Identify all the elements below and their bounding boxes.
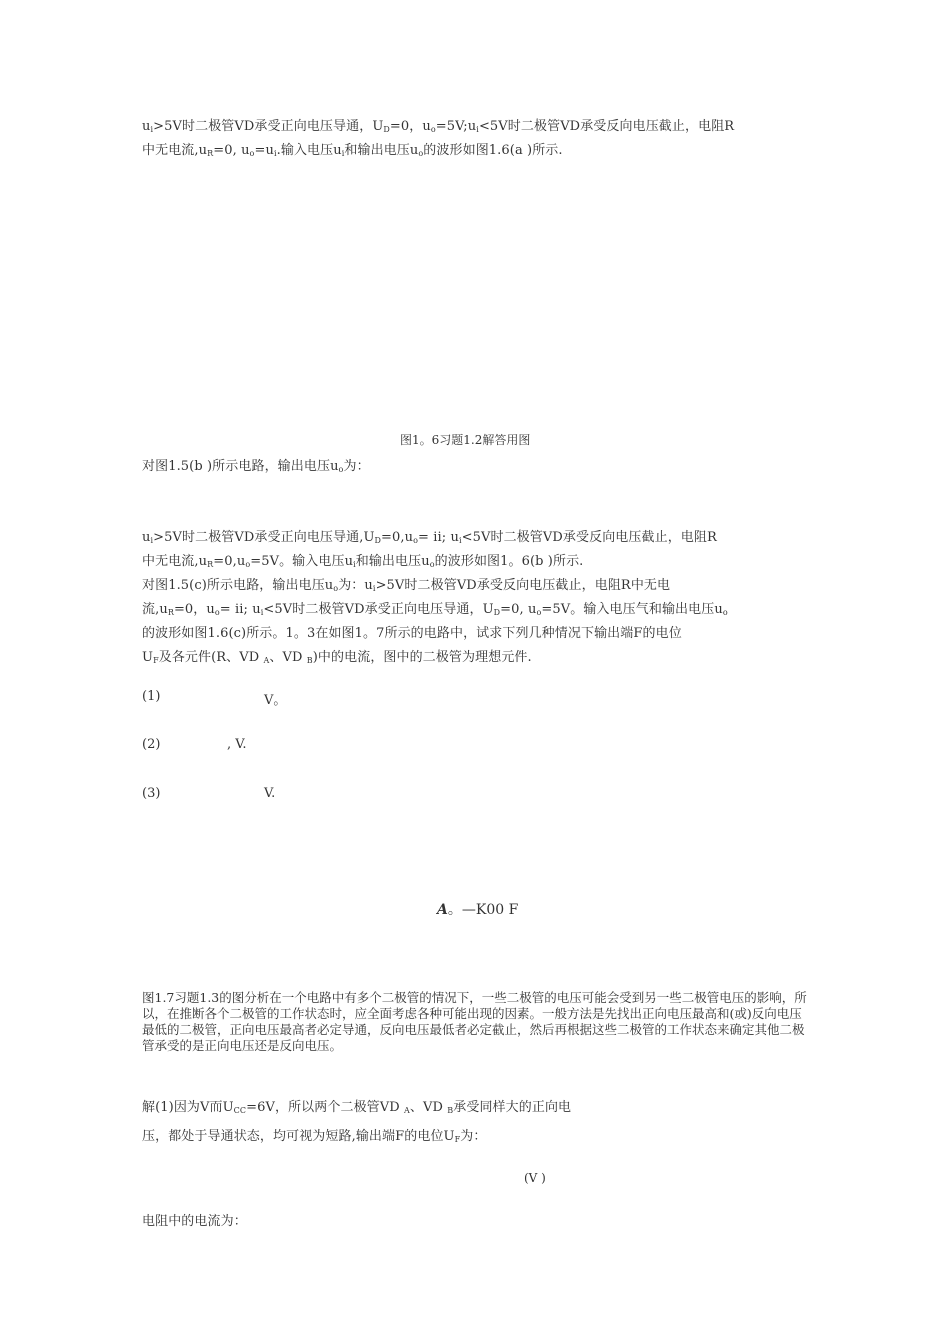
item-3-value: V. [264, 786, 276, 801]
solution-line-1: 解(1)因为V而$U_{CC}=6V$，所以两个二极管VD $_A$、VD $_B$承受同样大的正向电 [142, 1100, 572, 1115]
p3-line-3: 对图1.5(c)所示电路，输出电压$u_o$为：$u_i>5V$时二极管VD承受反向电压截止，电阻R中无电 [142, 578, 671, 593]
figure-1-6-caption: 图1。6习题1.2解答用图 [400, 433, 531, 447]
solution-line-2: 压，都处于导通状态，均可视为短路,输出端F的电位$U_F$为： [142, 1129, 487, 1144]
resistor-current-line: 电阻中的电流为： [142, 1214, 247, 1229]
item-2-value: , V. [227, 737, 247, 752]
p3-line-2: 中无电流$,u_R=0,u_o=5V$。输入电压$u_i$和输出电压$u_o$的波形如图1。6(b )所示. [142, 554, 584, 569]
formula-line: A。—K00 F [437, 902, 519, 918]
p3-line-4: 流$,u_R=0$，$u_o=$ ii; $u_i<5V$时二极管VD承受正向电压导通，$U_D=0$, $u_o=5V$。输入电压气和输出电压$u_o$ [142, 602, 728, 617]
item-1-number: (1) [142, 689, 161, 704]
p3-line-5: 的波形如图1.6(c)所示。1。3在如图1。7所示的电路中，试求下列几种情况下输出端F的电位 [142, 626, 682, 641]
item-3-number: (3) [142, 786, 161, 801]
p3-line-6: $U_F$及各元件(R、VD $_A$、VD $_B$)中的电流，图中的二极管为理想元件. [142, 650, 532, 665]
p1-line-1: $u_i>5V$时二极管VD承受正向电压导通，$U_D=0$，$u_o=5V;u_i<5V$时二极管VD承受反向电压截止，电阻R [142, 119, 735, 134]
p1-line-2: 中无电流$,u_R=0$, $u_o=u_i$.输入电压$u_i$和输出电压$u_o$的波形如图1.6(a )所示. [142, 143, 563, 158]
item-2-number: (2) [142, 737, 161, 752]
figure-1-7-paragraph: 图1.7习题1.3的图分析在一个电路中有多个二极管的情况下，一些二极管的电压可能会受到另一些二极管电压的影响，所以，在推断各个二极管的工作状态时，应全面考虑各种可能出现的因素。一般方法是先找出正向电压最高和(或)反向电压最低的二极管，正向电压最高者必定导通，反向电压最低者必定截止，然后再根据这些二极管的工作状态来确定其他二极管承受的是正向电压还是反向电压。 [142, 990, 807, 1053]
item-1-value: V。 [264, 693, 287, 708]
p3-line-1: $u_i>5V$时二极管VD承受正向电压导通$,U_D=0,u_o=$ ii; $u_i<5V$时二极管VD承受反向电压截止，电阻R [142, 530, 717, 545]
p2-line: 对图1.5(b )所示电路，输出电压$u_o$为： [142, 459, 370, 474]
voltage-unit: (V ) [524, 1171, 546, 1185]
